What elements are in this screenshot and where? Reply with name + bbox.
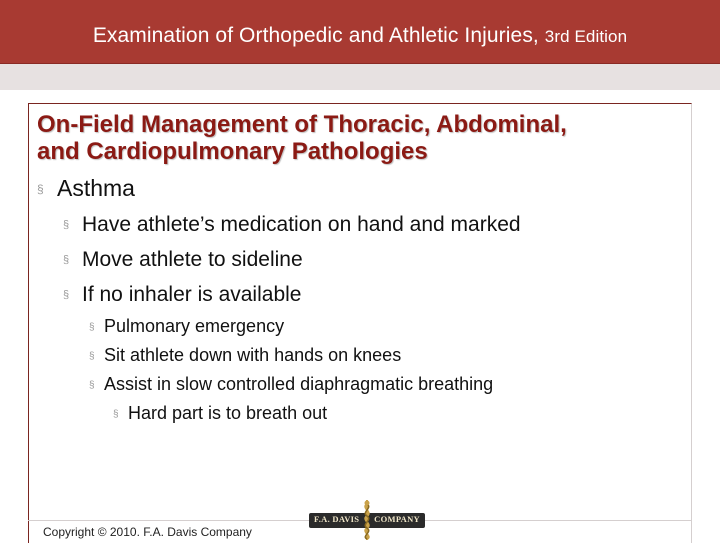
caduceus-icon <box>357 500 377 540</box>
bullet-marker-icon: § <box>37 182 44 196</box>
bullet-breath-out <box>113 403 327 424</box>
fa-davis-logo <box>309 500 425 540</box>
bullet-text: Have athlete’s medication on hand and marked <box>82 213 521 236</box>
bullet-text: Move athlete to sideline <box>82 248 303 271</box>
bullet-text: If no inhaler is available <box>82 283 302 306</box>
bullet-marker-icon: § <box>89 351 95 362</box>
bullet-text: Hard part is to breath out <box>128 403 328 423</box>
bullet-text: Sit athlete down with hands on knees <box>104 345 402 365</box>
book-title: Examination of Orthopedic and Athletic Injuries, <box>92 24 539 47</box>
slide-title-line-1: On-Field Management of Thoracic, Abdominal, <box>37 111 567 138</box>
bullet-sit-down <box>89 345 401 366</box>
edition-label: 3rd Edition <box>544 27 628 46</box>
bullet-marker-icon: § <box>89 322 95 333</box>
header-bar <box>0 0 720 64</box>
bullet-pulmonary-emergency <box>89 316 284 337</box>
bullet-text: Asthma <box>57 175 135 201</box>
bullet-marker-icon: § <box>63 219 70 231</box>
bullet-diaphragmatic-breathing <box>89 374 493 395</box>
bullet-marker-icon: § <box>89 380 95 391</box>
bullet-sideline <box>63 248 303 272</box>
slide-title-line-2: and Cardiopulmonary Pathologies <box>37 138 428 165</box>
header-title <box>0 24 720 48</box>
bullet-no-inhaler <box>63 283 301 307</box>
logo-text-right: COMPANY <box>374 514 420 524</box>
bullet-medication <box>63 213 521 237</box>
bullet-asthma <box>37 175 135 202</box>
bullet-text: Pulmonary emergency <box>104 316 285 336</box>
copyright-text: Copyright © 2010. F.A. Davis Company <box>43 525 252 539</box>
slide-title <box>37 111 697 165</box>
header-band <box>0 64 720 90</box>
logo-text-left: F.A. DAVIS <box>314 514 360 524</box>
bullet-marker-icon: § <box>113 409 119 420</box>
bullet-marker-icon: § <box>63 289 70 301</box>
bullet-marker-icon: § <box>63 254 70 266</box>
bullet-text: Assist in slow controlled diaphragmatic breathing <box>104 374 494 394</box>
